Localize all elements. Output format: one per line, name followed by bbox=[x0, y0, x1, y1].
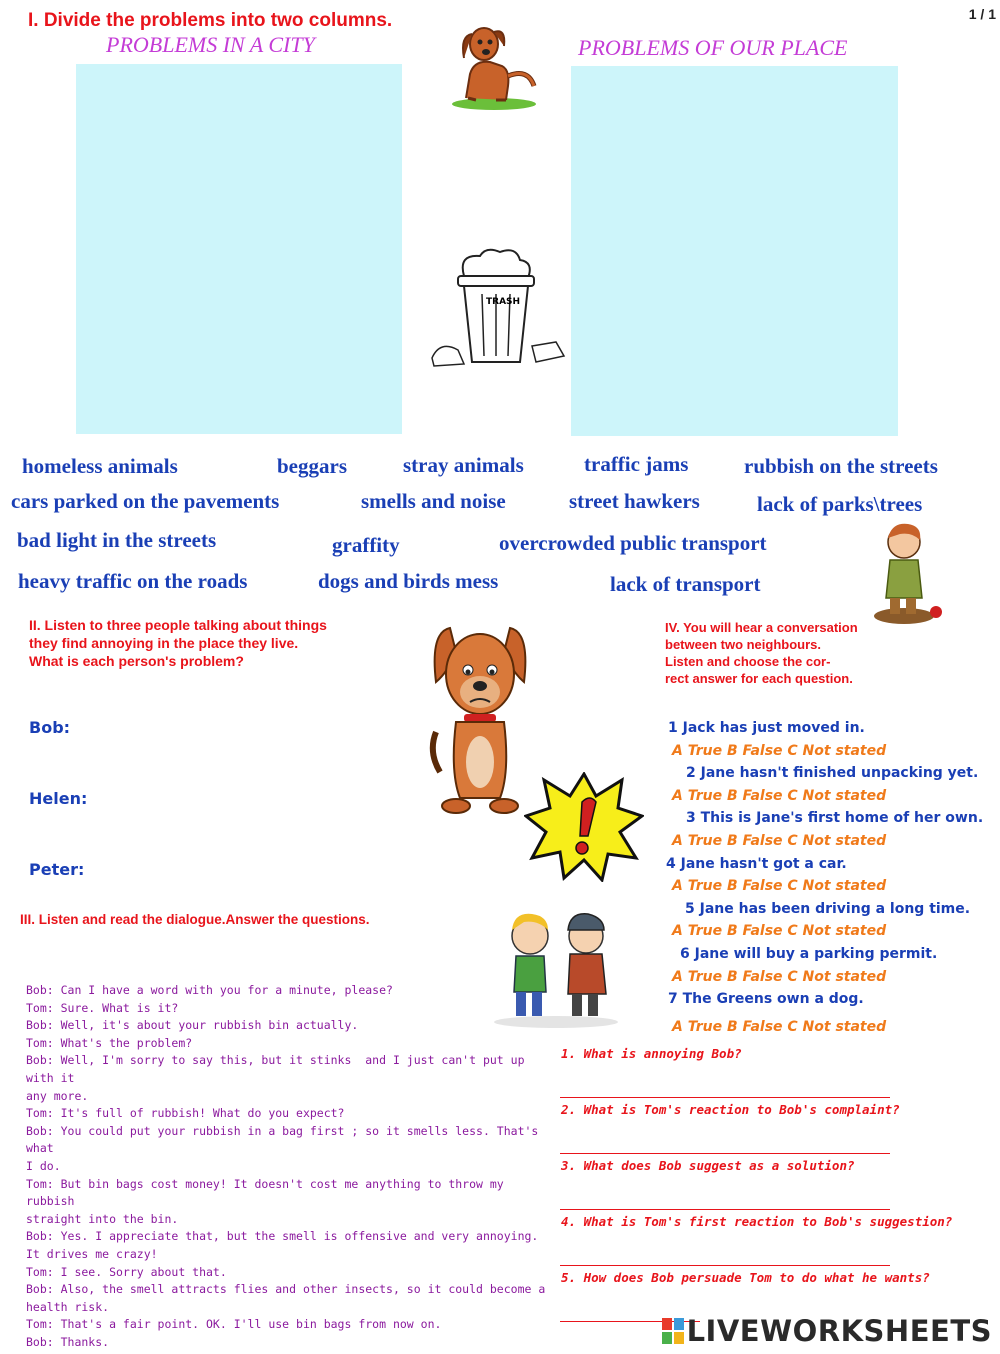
brand-name: LIVEWORKSHEETS bbox=[686, 1314, 992, 1348]
answer-options[interactable]: A True B False C Not stated bbox=[672, 788, 887, 804]
dialogue-line: straight into the bin. bbox=[26, 1211, 179, 1226]
dialogue-line: Bob: Well, it's about your rubbish bin actually. bbox=[26, 1018, 359, 1033]
answer-options[interactable]: A True B False C Not stated bbox=[672, 878, 887, 894]
answer-options[interactable]: A True B False C Not stated bbox=[672, 833, 887, 849]
dialogue-line: Bob: Well, I'm sorry to say this, but it stinks and I just can't put up with it bbox=[26, 1053, 532, 1085]
dialogue-line: It drives me crazy! bbox=[26, 1246, 158, 1261]
section4-title-line: between two neighbours. bbox=[665, 637, 822, 652]
section2-title-line: they find annoying in the place they live. bbox=[29, 635, 299, 651]
section4-title bbox=[665, 619, 858, 687]
statement: 6 Jane will buy a parking permit. bbox=[680, 946, 938, 962]
svg-text:TRASH: TRASH bbox=[486, 297, 521, 307]
question-2: 2. What is Tom's reaction to Bob's complaint? bbox=[561, 1102, 900, 1117]
section1-title: I. Divide the problems into two columns. bbox=[28, 10, 393, 31]
section3-title: III. Listen and read the dialogue.Answer the questions. bbox=[20, 912, 370, 927]
exclamation-icon bbox=[524, 772, 644, 882]
dialogue-line: Bob: You could put your rubbish in a bag first ; so it smells less. That's what bbox=[26, 1123, 546, 1156]
answer-options[interactable]: A True B False C Not stated bbox=[672, 923, 887, 939]
dialogue-line: health risk. bbox=[26, 1299, 110, 1314]
statement: 2 Jane hasn't finished unpacking yet. bbox=[686, 765, 979, 781]
statement: 3 This is Jane's first home of her own. bbox=[686, 810, 984, 826]
trash-can-illustration bbox=[428, 246, 568, 371]
word-tile[interactable]: dogs and birds mess bbox=[318, 569, 499, 593]
question-5: 5. How does Bob persuade Tom to do what he wants? bbox=[561, 1270, 930, 1285]
word-tile[interactable]: lack of transport bbox=[610, 572, 761, 596]
brand-icon bbox=[662, 1318, 684, 1344]
section4-title-line: IV. You will hear a conversation bbox=[665, 620, 858, 635]
dialogue-line: Tom: What's the problem? bbox=[26, 1035, 193, 1050]
statement: 5 Jane has been driving a long time. bbox=[685, 901, 971, 917]
word-tile[interactable]: graffity bbox=[332, 533, 400, 557]
person-helen-label: Helen: bbox=[29, 789, 88, 808]
answer-line-3[interactable] bbox=[560, 1208, 890, 1210]
section4-title-line: rect answer for each question. bbox=[665, 671, 853, 686]
word-tile[interactable]: beggars bbox=[277, 454, 347, 478]
dialogue-line: Tom: But bin bags cost money! It doesn't cost me anything to throw my rubbish bbox=[26, 1176, 511, 1209]
dialogue-line: Bob: Yes. I appreciate that, but the smell is offensive and very annoying. bbox=[26, 1229, 539, 1244]
word-tile[interactable]: smells and noise bbox=[361, 489, 506, 513]
word-tile[interactable]: lack of parks\trees bbox=[757, 492, 923, 516]
dialogue-line: Bob: Also, the smell attracts flies and other insects, so it could become a bbox=[26, 1282, 546, 1297]
beggar-boy-illustration bbox=[870, 520, 950, 630]
dog-illustration bbox=[444, 16, 548, 112]
dialogue-line: Bob: Thanks. bbox=[26, 1334, 110, 1349]
section2-title-line: II. Listen to three people talking about things bbox=[29, 617, 327, 633]
question-3: 3. What does Bob suggest as a solution? bbox=[561, 1158, 855, 1173]
sad-dog-illustration bbox=[420, 622, 540, 817]
page-counter: 1 / 1 bbox=[968, 6, 996, 22]
question-1: 1. What is annoying Bob? bbox=[561, 1046, 742, 1061]
word-tile[interactable]: street hawkers bbox=[569, 489, 700, 513]
word-tile[interactable]: rubbish on the streets bbox=[744, 454, 938, 478]
drop-zone-our-place[interactable] bbox=[571, 66, 898, 436]
section4-title-line: Listen and choose the cor- bbox=[665, 654, 831, 669]
column-right-heading: PROBLEMS OF OUR PLACE bbox=[578, 35, 848, 60]
dialogue-line: Tom: Sure. What is it? bbox=[26, 1000, 179, 1015]
section2-title bbox=[29, 616, 327, 670]
column-left-heading: PROBLEMS IN A CITY bbox=[106, 32, 315, 57]
word-tile[interactable]: bad light in the streets bbox=[17, 528, 217, 552]
person-peter-label: Peter: bbox=[29, 860, 85, 879]
word-tile[interactable]: traffic jams bbox=[584, 452, 689, 476]
dialogue-line: Tom: That's a fair point. OK. I'll use bin bags from now on. bbox=[26, 1317, 442, 1332]
drop-zone-city[interactable] bbox=[76, 64, 402, 434]
dialogue-text bbox=[26, 982, 546, 1351]
word-tile[interactable]: heavy traffic on the roads bbox=[18, 569, 248, 593]
dialogue-line: I do. bbox=[26, 1158, 61, 1173]
answer-line-1[interactable] bbox=[560, 1096, 890, 1098]
person-bob-label: Bob: bbox=[29, 718, 71, 737]
section2-title-line: What is each person's problem? bbox=[29, 653, 244, 669]
dialogue-line: Tom: I see. Sorry about that. bbox=[26, 1264, 227, 1279]
liveworksheets-logo bbox=[662, 1314, 992, 1348]
dialogue-line: any more. bbox=[26, 1088, 89, 1103]
answer-options[interactable]: A True B False C Not stated bbox=[672, 743, 887, 759]
answer-line-2[interactable] bbox=[560, 1152, 890, 1154]
word-tile[interactable]: homeless animals bbox=[22, 454, 178, 478]
answer-line-4[interactable] bbox=[560, 1264, 890, 1266]
word-tile[interactable]: overcrowded public transport bbox=[499, 531, 767, 555]
answer-options[interactable]: A True B False C Not stated bbox=[672, 1019, 887, 1035]
answer-options[interactable]: A True B False C Not stated bbox=[672, 969, 887, 985]
word-tile[interactable]: stray animals bbox=[403, 453, 524, 477]
statement: 7 The Greens own a dog. bbox=[668, 991, 864, 1007]
statement: 4 Jane hasn't got a car. bbox=[666, 856, 847, 872]
statement: 1 Jack has just moved in. bbox=[668, 720, 865, 736]
word-tile[interactable]: cars parked on the pavements bbox=[11, 489, 280, 513]
question-4: 4. What is Tom's first reaction to Bob's suggestion? bbox=[561, 1214, 953, 1229]
dialogue-line: Bob: Can I have a word with you for a minute, please? bbox=[26, 983, 393, 997]
dialogue-line: Tom: It's full of rubbish! What do you expect? bbox=[26, 1106, 345, 1121]
